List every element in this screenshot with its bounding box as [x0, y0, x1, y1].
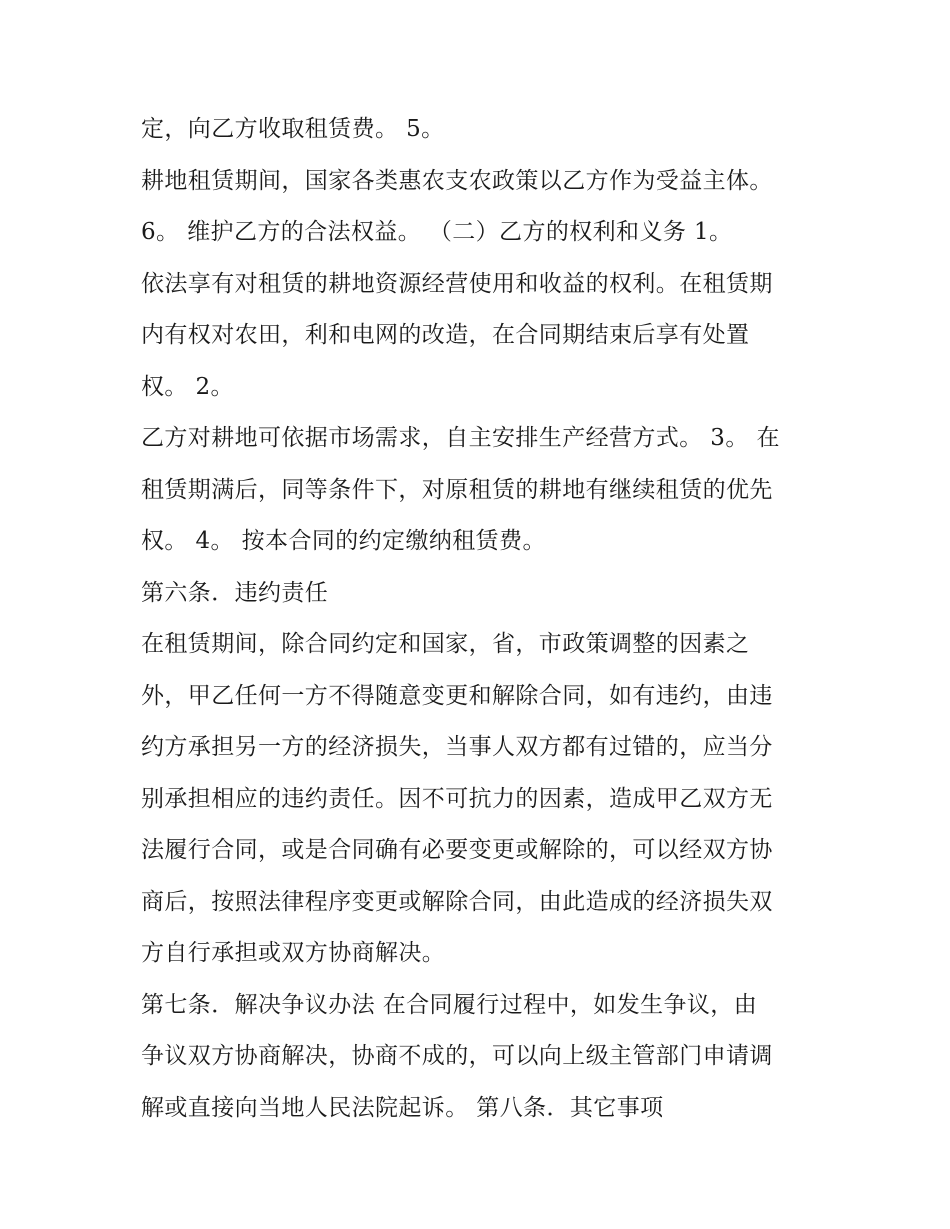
text-line: 法履行合同，或是合同确有必要变更或解除的，可以经双方协: [141, 837, 773, 863]
document-body: [141, 104, 821, 1134]
text-line: 在租赁期间，除合同约定和国家，省，市政策调整的因素之: [141, 631, 750, 657]
text-line: 约方承担另一方的经济损失，当事人双方都有过错的，应当分: [141, 734, 773, 760]
text-line: 耕地租赁期间，国家各类惠农支农政策以乙方作为受益主体。: [141, 167, 773, 194]
text-line: 依法享有对租赁的耕地资源经营使用和收益的权利。在租赁期: [141, 270, 773, 297]
text-line: 租赁期满后，同等条件下，对原租赁的耕地有继续租赁的优先: [141, 476, 773, 503]
section-heading: 第六条．违约责任: [141, 579, 329, 606]
text-line: 权。 4。 按本合同的约定缴纳租赁费。: [141, 528, 546, 554]
text-line: 乙方对耕地可依据市场需求，自主安排生产经营方式。 3。 在: [141, 425, 780, 451]
section-heading-line: 第七条．解决争议办法 在合同履行过程中，如发生争议，由: [141, 991, 758, 1018]
text-line: 6。 维护乙方的合法权益。 （二）乙方的权利和义务 1。: [141, 219, 733, 245]
text-line: 争议双方协商解决，协商不成的，可以向上级主管部门申请调: [141, 1043, 773, 1069]
text-line: 内有权对农田，利和电网的改造，在合同期结束后享有处置: [141, 322, 750, 348]
text-line: 外，甲乙任何一方不得随意变更和解除合同，如有违约，由违: [141, 682, 773, 709]
text-line: 定，向乙方收取租赁费。 5。: [141, 116, 445, 142]
text-line: 别承担相应的违约责任。因不可抗力的因素，造成甲乙双方无: [141, 785, 773, 812]
text-line: 方自行承担或双方协商解决。: [141, 940, 446, 966]
text-line: 权。 2。: [141, 373, 234, 400]
text-line: 解或直接向当地人民法院起诉。 第八条．其它事项: [141, 1094, 664, 1121]
text-line: 商后，按照法律程序变更或解除合同，由此造成的经济损失双: [141, 888, 773, 915]
